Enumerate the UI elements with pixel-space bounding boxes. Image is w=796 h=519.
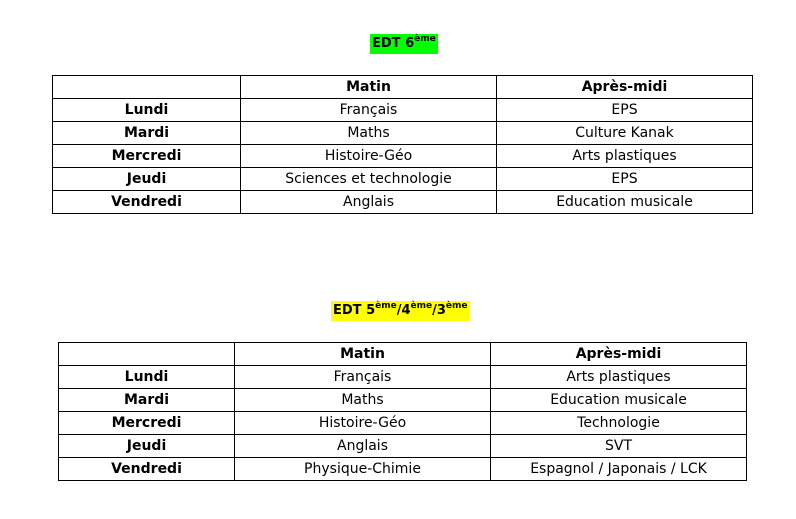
table-row bbox=[59, 389, 747, 412]
afternoon-cell: Arts plastiques bbox=[491, 366, 747, 389]
morning-cell: Anglais bbox=[235, 435, 491, 458]
header-cell-day bbox=[53, 76, 241, 99]
morning-cell: Maths bbox=[235, 389, 491, 412]
afternoon-cell: Technologie bbox=[491, 412, 747, 435]
day-cell: Vendredi bbox=[59, 458, 235, 481]
day-cell: Vendredi bbox=[53, 191, 241, 214]
day-cell: Jeudi bbox=[59, 435, 235, 458]
morning-cell: Histoire-Géo bbox=[235, 412, 491, 435]
day-cell: Mercredi bbox=[53, 145, 241, 168]
afternoon-cell: Espagnol / Japonais / LCK bbox=[491, 458, 747, 481]
morning-cell: Histoire-Géo bbox=[241, 145, 497, 168]
table-row bbox=[53, 99, 753, 122]
table-header-row bbox=[59, 343, 747, 366]
table-row bbox=[53, 145, 753, 168]
day-cell: Mardi bbox=[53, 122, 241, 145]
afternoon-cell: EPS bbox=[497, 99, 753, 122]
afternoon-cell: Education musicale bbox=[497, 191, 753, 214]
header-cell-day bbox=[59, 343, 235, 366]
day-cell: Mardi bbox=[59, 389, 235, 412]
table-row bbox=[53, 168, 753, 191]
day-cell: Lundi bbox=[59, 366, 235, 389]
morning-cell: Physique-Chimie bbox=[235, 458, 491, 481]
afternoon-cell: Culture Kanak bbox=[497, 122, 753, 145]
afternoon-cell: Education musicale bbox=[491, 389, 747, 412]
schedule-6eme-table bbox=[52, 75, 753, 214]
table-row bbox=[53, 122, 753, 145]
table-row bbox=[59, 458, 747, 481]
schedule-5-4-3eme-table bbox=[58, 342, 747, 481]
morning-cell: Sciences et technologie bbox=[241, 168, 497, 191]
morning-cell: Français bbox=[235, 366, 491, 389]
morning-cell: Anglais bbox=[241, 191, 497, 214]
table-row bbox=[59, 366, 747, 389]
header-cell-afternoon: Après-midi bbox=[497, 76, 753, 99]
table-row bbox=[59, 412, 747, 435]
morning-cell: Maths bbox=[241, 122, 497, 145]
header-cell-afternoon: Après-midi bbox=[491, 343, 747, 366]
header-cell-morning: Matin bbox=[241, 76, 497, 99]
schedule-6eme-title: EDT 6ème bbox=[370, 34, 438, 54]
afternoon-cell: Arts plastiques bbox=[497, 145, 753, 168]
table-header-row bbox=[53, 76, 753, 99]
header-cell-morning: Matin bbox=[235, 343, 491, 366]
day-cell: Lundi bbox=[53, 99, 241, 122]
morning-cell: Français bbox=[241, 99, 497, 122]
day-cell: Jeudi bbox=[53, 168, 241, 191]
table-row bbox=[53, 191, 753, 214]
table-row bbox=[59, 435, 747, 458]
afternoon-cell: EPS bbox=[497, 168, 753, 191]
afternoon-cell: SVT bbox=[491, 435, 747, 458]
schedule-5-4-3eme-title: EDT 5ème/4ème/3ème bbox=[331, 301, 470, 321]
day-cell: Mercredi bbox=[59, 412, 235, 435]
